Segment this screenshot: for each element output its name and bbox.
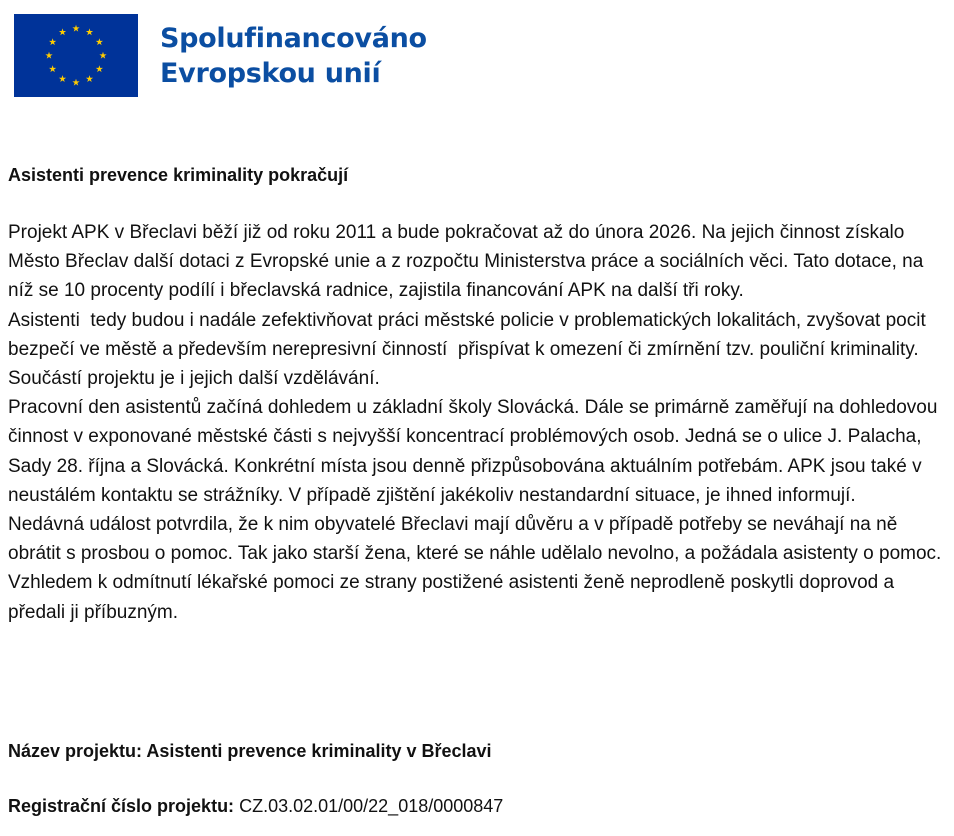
project-name: Název projektu: Asistenti prevence kriminality v Břeclavi bbox=[8, 741, 492, 761]
article-paragraph: Nedávná událost potvrdila, že k nim obyvatelé Břeclavi mají důvěru a v případě potřeby se neváhají na ně obrátit s prosbou o pomoc. Tak jako starší žena, které se náhle udělalo nevolno, a požádala asistenty o pomoc. Vzhledem k odmítnutí lékařské pomoci ze strany postižené asistenti ženě neprodleně poskytli doprovod a předali ji příbuzným. bbox=[8, 514, 947, 623]
registration-number-value: CZ.03.02.01/00/22_018/0000847 bbox=[239, 796, 504, 816]
eu-cofunding-logo bbox=[14, 14, 427, 97]
article-paragraph: Pracovní den asistentů začíná dohledem u základní školy Slovácká. Dále se primárně zaměřují na dohledovou činnost v exponované městské části s nejvyšší koncentrací problémových osob. Jedná se o ulice J. Palacha, Sady 28. října a Slovácká. Konkrétní místa jsou denně přizpůsobována aktuálním potřebám. APK jsou také v neustálém kontaktu se strážníky. V případě zjištění jakékoliv nestandardní situace, je ihned informují. bbox=[8, 397, 943, 506]
eu-logo-line2: Evropskou unií bbox=[160, 57, 381, 89]
registration-number-label: Registrační číslo projektu: bbox=[8, 796, 235, 816]
article-paragraph: Projekt APK v Břeclavi běží již od roku 2011 a bude pokračovat až do února 2026. Na jejich činnost získalo Město Břeclav další dotaci z Evropské unie a z rozpočtu Ministerstva práce a sociálních věci. Tato dotace, na níž se 10 procenty podílí i břeclavská radnice, zajistila financování APK na další tři roky. bbox=[8, 222, 929, 302]
registration-number-line bbox=[8, 793, 503, 819]
article-title: Asistenti prevence kriminality pokračují bbox=[8, 165, 349, 185]
eu-flag-icon bbox=[14, 14, 138, 97]
article-body bbox=[8, 218, 948, 627]
article-paragraph: Asistenti tedy budou i nadále zefektivňovat práci městské policie v problematických lokalitách, zvyšovat pocit bezpečí ve městě a především nerepresivní činností přispívat k omezení či zmírnění tzv. pouliční kriminality. Součástí projektu je i jejich další vzdělávání. bbox=[8, 309, 932, 390]
eu-logo-text bbox=[160, 21, 427, 91]
eu-logo-line1: Spolufinancováno bbox=[160, 22, 427, 54]
